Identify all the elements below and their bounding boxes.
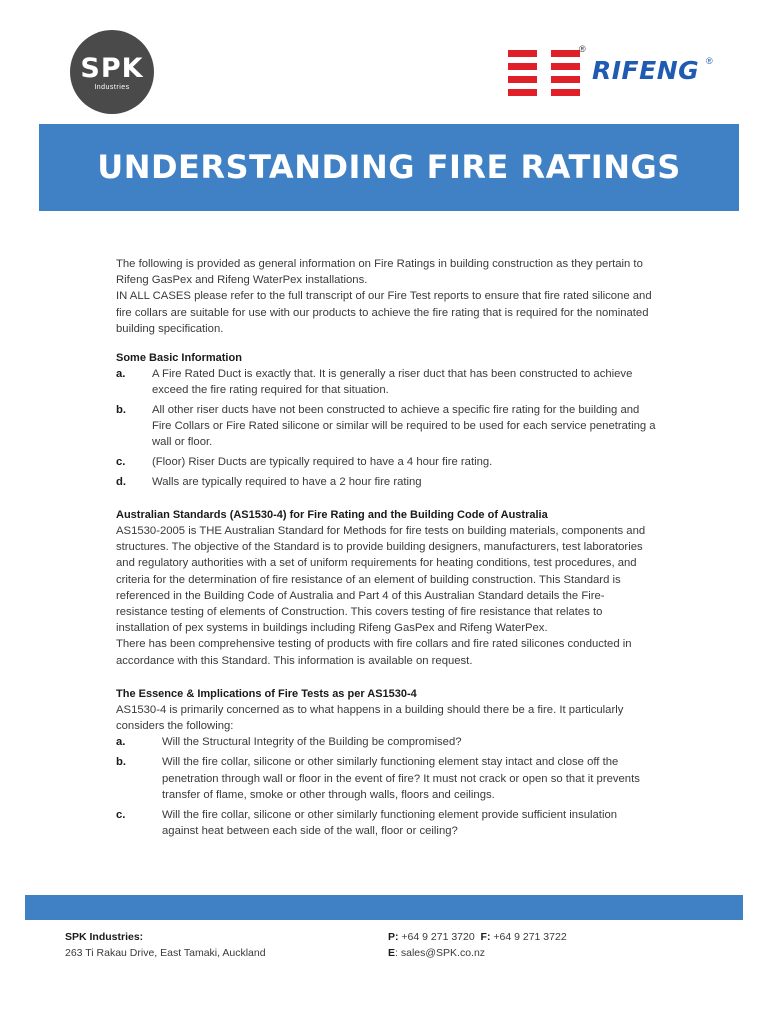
rifeng-stripes-icon: [508, 50, 580, 96]
list-item: [116, 754, 656, 803]
footer-company-info: [65, 929, 266, 961]
rifeng-wordmark: RIFENG: [592, 56, 700, 85]
list-text: Will the Structural Integrity of the Building be compromised?: [162, 736, 462, 749]
basic-info-list: [116, 366, 656, 490]
list-text: Will the fire collar, silicone or other similarly functioning element stay intact and close off the penetration through wall or floor in the event of fire? It must not crack or open so that it prevents transfer of flame, smoke or other through walls, floors and ceilings.: [162, 756, 640, 801]
rifeng-logo: [508, 44, 718, 102]
list-text: Walls are typically required to have a 2 hour fire rating: [152, 475, 422, 488]
list-letter: b.: [116, 756, 127, 769]
intro-paragraph: IN ALL CASES please refer to the full transcript of our Fire Test reports to ensure that fire rated silicone and fire collars are suitable for use with our products to achieve the fire rating that is required for the nominated building specification.: [116, 290, 652, 335]
list-letter: d.: [116, 475, 127, 488]
company-address: 263 Ti Rakau Drive, East Tamaki, Auckland: [65, 947, 266, 959]
section-heading-essence: The Essence & Implications of Fire Tests as per AS1530-4: [116, 687, 417, 700]
spk-logo-subtext: Industries: [94, 84, 130, 91]
company-name: SPK Industries:: [65, 931, 144, 943]
page-title: UNDERSTANDING FIRE RATINGS: [97, 148, 681, 186]
list-item: [116, 474, 656, 490]
list-text: A Fire Rated Duct is exactly that. It is generally a riser duct that has been constructed to achieve exceed the fire rating required for that situation.: [152, 368, 633, 397]
list-letter: c.: [116, 456, 126, 469]
phone-number: +64 9 271 3720: [401, 931, 475, 943]
list-item: [116, 734, 656, 750]
list-letter: a.: [116, 368, 126, 381]
registered-mark: ®: [706, 56, 713, 66]
list-letter: a.: [116, 736, 126, 749]
standards-paragraph: There has been comprehensive testing of products with fire collars and fire rated silicones conducted in accordance with this Standard. This information is available on request.: [116, 638, 632, 667]
list-text: (Floor) Riser Ducts are typically required to have a 4 hour fire rating.: [152, 456, 493, 469]
list-item: [116, 807, 656, 839]
title-band: [39, 124, 739, 211]
footer-band: [25, 895, 743, 920]
list-item: [116, 454, 656, 470]
spk-industries-logo: [70, 30, 154, 114]
list-item: [116, 402, 656, 451]
essence-list: [116, 734, 656, 839]
document-body: [116, 256, 656, 843]
email-address: : sales@SPK.co.nz: [395, 947, 486, 959]
registered-mark: ®: [579, 44, 586, 54]
list-text: Will the fire collar, silicone or other similarly functioning element provide sufficient insulation against heat between each side of the wall, floor or ceiling?: [162, 808, 618, 838]
section-heading-basic-info: Some Basic Information: [116, 352, 242, 365]
email-label: E: [388, 947, 396, 959]
list-item: [116, 366, 656, 398]
fax-number: +64 9 271 3722: [493, 931, 567, 943]
intro-paragraph: The following is provided as general information on Fire Ratings in building construction as they pertain to Rifeng GasPex and Rifeng WaterPex installations.: [116, 258, 643, 287]
list-letter: c.: [116, 808, 126, 821]
section-heading-standards: Australian Standards (AS1530-4) for Fire Rating and the Building Code of Australia: [116, 508, 548, 521]
spk-logo-text: SPK: [80, 53, 144, 84]
phone-label: P:: [388, 931, 399, 943]
list-letter: b.: [116, 403, 127, 416]
essence-paragraph: AS1530-4 is primarily concerned as to what happens in a building should there be a fire. It particularly considers the following:: [116, 703, 624, 732]
fax-label: F:: [480, 931, 491, 943]
list-text: All other riser ducts have not been constructed to achieve a specific fire rating for the building and Fire Collars or Fire Rated silicone or similar will be required to be used for each service penetrating a wall or floor.: [152, 403, 656, 449]
footer-contact-info: [388, 929, 567, 961]
standards-paragraph: AS1530-2005 is THE Australian Standard for Methods for fire tests on building materials, components and structures. The objective of the Standard is to provide building designers, manufacturers, test laboratories and regulatory authorities with a set of uniform requirements for heating conditions, test procedures, and criteria for the determination of fire resistance of an element of building construction. This Standard is referenced in the Building Code of Australia and Part 4 of this Australian Standard details the Fire-resistance testing of elements of Construction. This covers testing of fire resistance that relates to installation of pex systems in buildings including Rifeng GasPex and Rifeng WaterPex.: [116, 524, 646, 635]
